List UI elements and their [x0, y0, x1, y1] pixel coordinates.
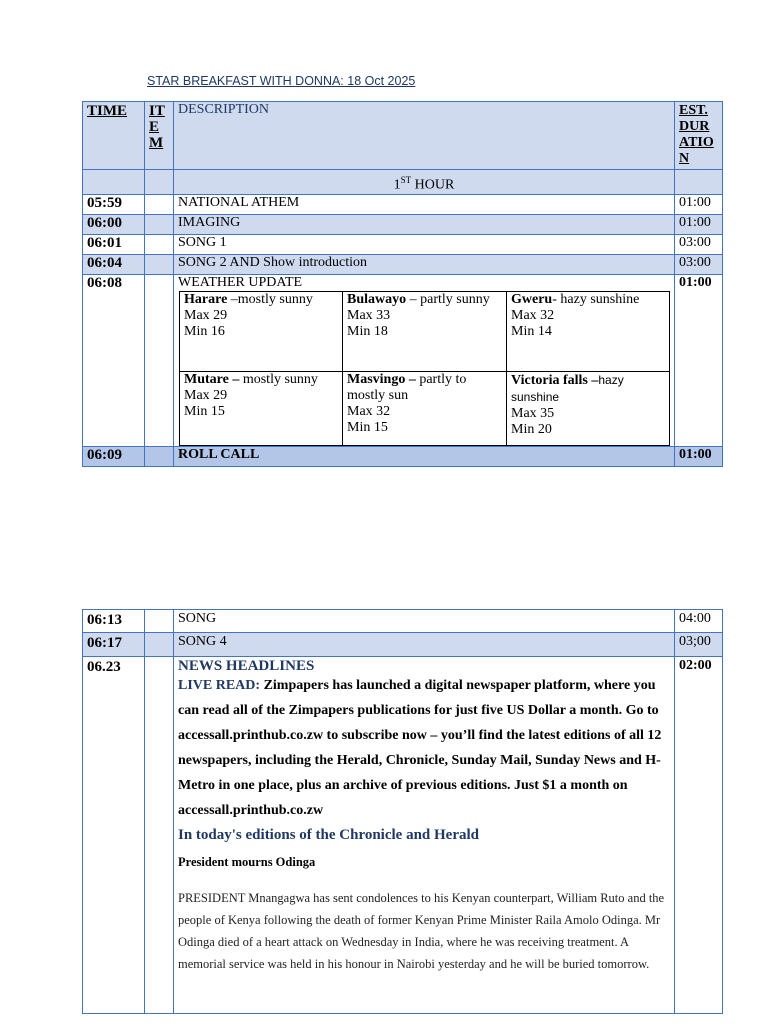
- page-title: STAR BREAKFAST WITH DONNA: 18 Oct 2025: [147, 74, 416, 88]
- schedule-table-1: [82, 101, 723, 467]
- row-time: 06:09: [83, 446, 145, 466]
- weather-city-harare: Harare –mostly sunny Max 29 Min 16: [180, 291, 343, 371]
- hour-label: 1ST HOUR: [174, 170, 675, 195]
- row-time: 06:13: [83, 610, 145, 633]
- row-time: 06:17: [83, 633, 145, 657]
- row-time: 06:01: [83, 234, 145, 254]
- table-row: [83, 610, 723, 633]
- weather-row: [83, 274, 723, 446]
- col-header-time: TIME: [83, 102, 145, 170]
- weather-cell: [174, 274, 675, 446]
- weather-table: [179, 291, 670, 446]
- row-duration: 03:00: [675, 234, 723, 254]
- row-duration: 01:00: [675, 214, 723, 234]
- row-duration: 03:00: [675, 254, 723, 274]
- weather-city-bulawayo: Bulawayo – partly sunny Max 33 Min 18: [343, 291, 507, 371]
- col-header-duration: EST. DUR ATIO N: [675, 102, 723, 170]
- news-row: [83, 657, 723, 1014]
- weather-city-mutare: Mutare – mostly sunny Max 29 Min 15: [180, 371, 343, 445]
- weather-city-gweru: Gweru- hazy sunshine Max 32 Min 14: [507, 291, 670, 371]
- row-time: 06:08: [83, 274, 145, 446]
- row-duration: 03;00: [675, 633, 723, 657]
- row-time: 06:04: [83, 254, 145, 274]
- story-body: PRESIDENT Mnangagwa has sent condolences to his Kenyan counterpart, William Ruto and the people of Kenya following the death of former Kenyan Prime Minister Raila Amolo Odinga. Mr Odinga died of a heart attack on Wednesday in India, where he was receiving treatment. A memorial service was held in his honour in Nairobi yesterday and he will be buried tomorrow.: [178, 891, 665, 971]
- table-row: [83, 214, 723, 234]
- table-row: [83, 194, 723, 214]
- row-description: IMAGING: [174, 214, 675, 234]
- news-cell: [174, 657, 675, 1014]
- table-row: [83, 254, 723, 274]
- rollcall-row: [83, 446, 723, 466]
- row-time: 05:59: [83, 194, 145, 214]
- row-description: SONG 1: [174, 234, 675, 254]
- col-header-description: DESCRIPTION: [174, 102, 675, 170]
- row-description: SONG 2 AND Show introduction: [174, 254, 675, 274]
- weather-city-victoria-falls: Victoria falls –hazy sunshine Max 35 Min 20: [507, 371, 670, 445]
- row-time: 06.23: [83, 657, 145, 1014]
- row-duration: 01:00: [675, 274, 723, 446]
- schedule-table-2: [82, 609, 723, 1014]
- news-headline: NEWS HEADLINES: [178, 658, 315, 674]
- live-read-text: Zimpapers has launched a digital newspaper platform, where you can read all of the Zimpapers publications for just five US Dollar a month. Go to accessall.printhub.co.zw to subscribe now – you’ll find the latest editions of all 12 newspapers, including the Herald, Chronicle, Sunday Mail, Sunday News and H-Metro in one place, plus an archive of previous editions. Just $1 a month on accessall.printhub.co.zw: [178, 678, 662, 818]
- row-time: 06:00: [83, 214, 145, 234]
- table-header-row: [83, 102, 723, 170]
- row-duration: 01:00: [675, 446, 723, 466]
- weather-city-masvingo: Masvingo – partly to mostly sun Max 32 Min 15: [343, 371, 507, 445]
- row-description: NATIONAL ATHEM: [174, 194, 675, 214]
- story-headline: President mourns Odinga: [178, 855, 316, 869]
- row-duration: 01:00: [675, 194, 723, 214]
- row-description: ROLL CALL: [174, 446, 675, 466]
- hour-row: [83, 170, 723, 195]
- row-duration: 02:00: [675, 657, 723, 1014]
- live-read-label: LIVE READ:: [178, 678, 261, 693]
- row-description: SONG: [174, 610, 675, 633]
- table-row: [83, 234, 723, 254]
- table-row: [83, 633, 723, 657]
- row-duration: 04:00: [675, 610, 723, 633]
- row-description: SONG 4: [174, 633, 675, 657]
- weather-label: WEATHER UPDATE: [178, 274, 303, 290]
- col-header-item: IT E M: [145, 102, 174, 170]
- live-read: [178, 673, 670, 823]
- editions-heading: In today's editions of the Chronicle and Herald: [178, 827, 480, 843]
